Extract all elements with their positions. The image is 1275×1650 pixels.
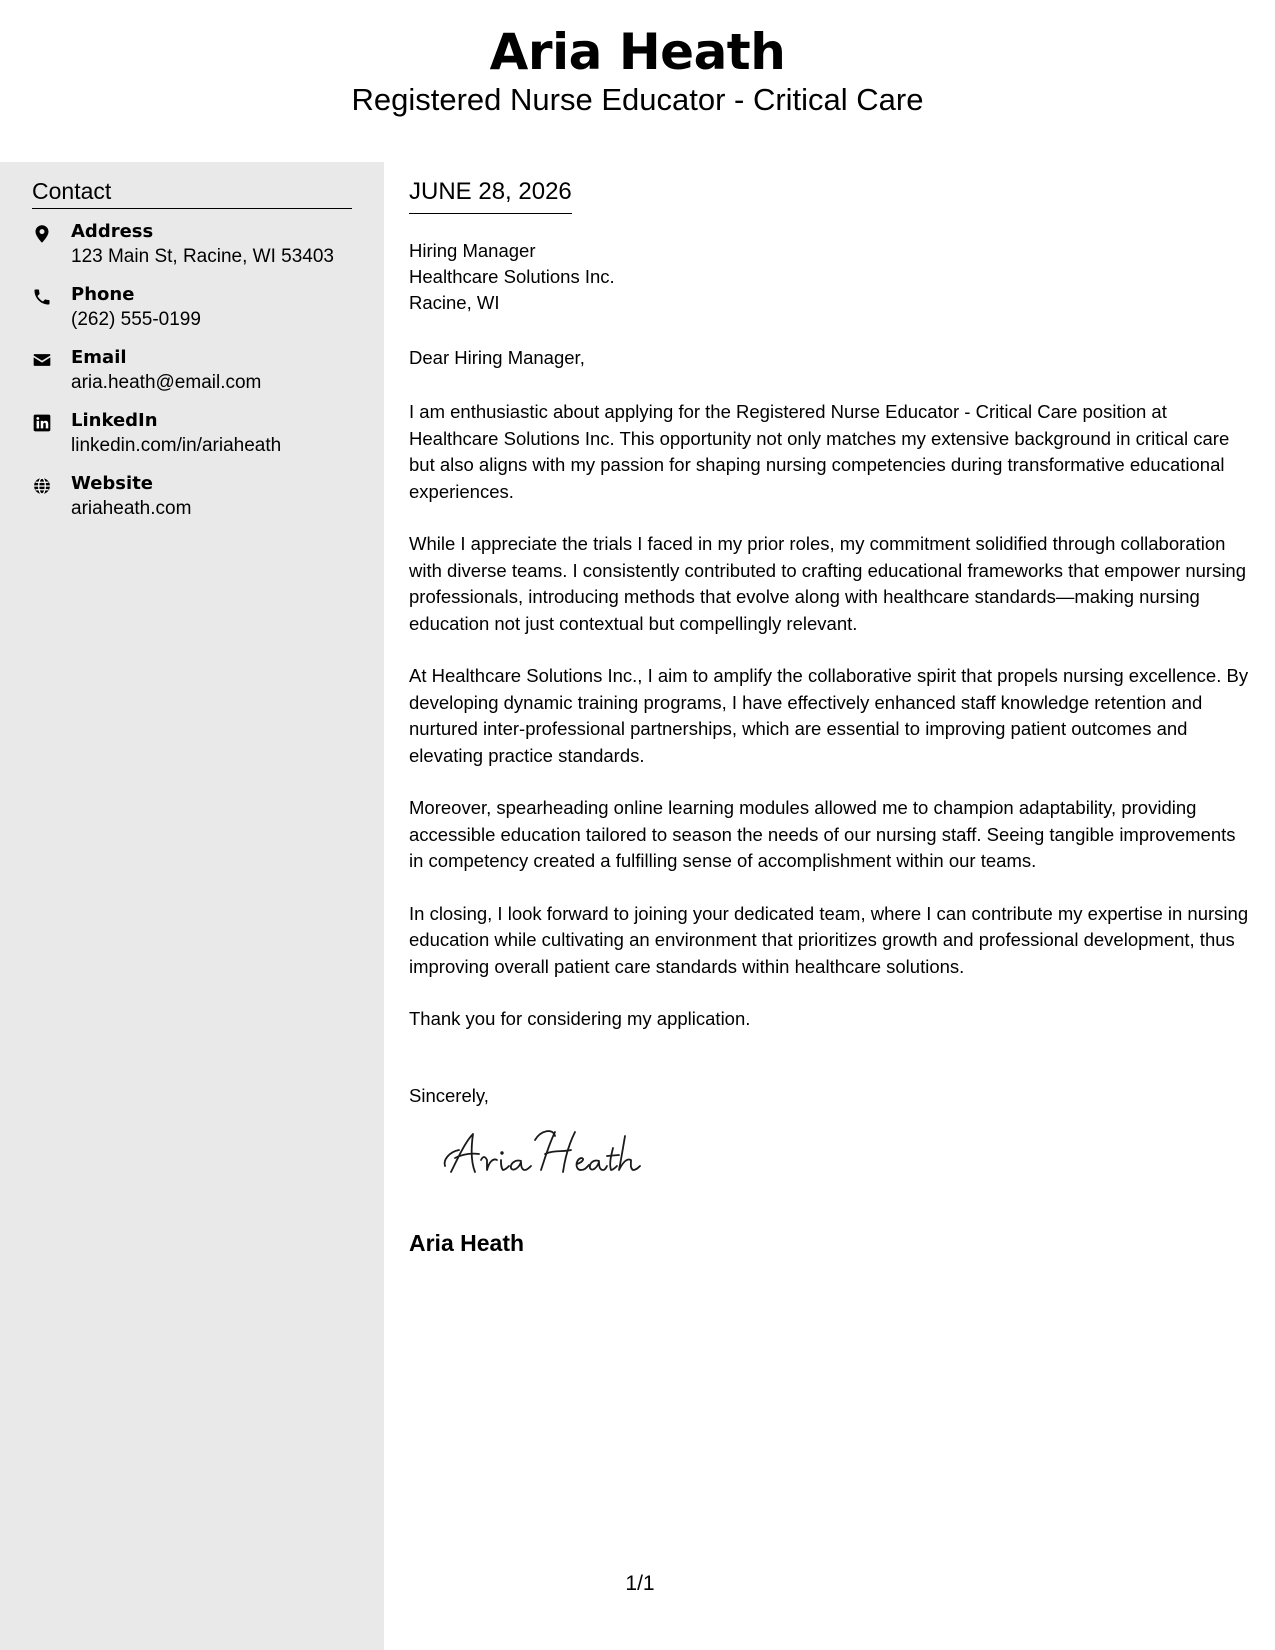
linkedin-icon <box>32 413 54 435</box>
paragraph: Thank you for considering my application. <box>409 1008 751 1029</box>
envelope-icon <box>32 350 54 372</box>
signer-name: Aria Heath <box>409 1230 525 1256</box>
contact-sidebar <box>0 162 384 1650</box>
contact-phone <box>32 283 362 339</box>
paragraph: While I appreciate the trials I faced in my prior roles, my commitment solidified through collaboration with diverse teams. I consistently contributed to crafting educational frameworks that empower nursing professionals, introducing methods that evolve along with healthcare standards—making nursing education not just contextual but compellingly relevant. <box>409 533 1247 634</box>
recipient-line: Racine, WI <box>409 292 500 313</box>
phone-icon <box>32 287 54 309</box>
contact-value: 123 Main St, Racine, WI 53403 <box>71 246 334 267</box>
recipient-line: Healthcare Solutions Inc. <box>409 266 615 287</box>
contact-linkedin <box>32 409 362 465</box>
contact-value: ariaheath.com <box>71 498 192 519</box>
paragraph: In closing, I look forward to joining your dedicated team, where I can contribute my expertise in nursing education while cultivating an environment that prioritizes growth and professional development, thus improving overall patient care standards within healthcare solutions. <box>409 902 1249 977</box>
contact-address <box>32 220 362 276</box>
letter-paragraphs <box>409 399 1255 1059</box>
page-number: 1/1 <box>625 1572 655 1595</box>
contact-website <box>32 472 362 528</box>
globe-icon <box>32 476 54 498</box>
recipient-line: Hiring Manager <box>409 240 536 261</box>
contact-label: Email <box>71 347 127 368</box>
handwritten-signature <box>441 1120 651 1190</box>
closing: Sincerely, <box>409 1085 489 1106</box>
salutation: Dear Hiring Manager, <box>409 347 585 368</box>
header <box>0 0 1275 162</box>
recipient-block <box>409 238 615 316</box>
contact-label: Phone <box>71 284 135 305</box>
paragraph: At Healthcare Solutions Inc., I aim to amplify the collaborative spirit that propels nursing excellence. By developing dynamic training programs, I have effectively enhanced staff knowledge retention and nurtured inter-professional partnerships, which are essential to improving patient outcomes and elevating practice standards. <box>409 665 1249 766</box>
contact-label: Address <box>71 221 154 242</box>
contact-email <box>32 346 362 402</box>
applicant-role: Registered Nurse Educator - Critical Care <box>351 82 924 117</box>
contact-value: linkedin.com/in/ariaheath <box>71 435 282 456</box>
contact-value: (262) 555-0199 <box>71 309 201 330</box>
paragraph: I am enthusiastic about applying for the Registered Nurse Educator - Critical Care position at Healthcare Solutions Inc. This opportunity not only matches my extensive background in critical care but also aligns with my passion for shaping nursing competencies during transformative educational experiences. <box>409 401 1230 502</box>
letter-date: JUNE 28, 2026 <box>409 177 572 214</box>
contact-label: Website <box>71 473 154 494</box>
contact-value: aria.heath@email.com <box>71 372 262 393</box>
map-pin-icon <box>32 224 54 246</box>
paragraph: Moreover, spearheading online learning modules allowed me to champion adaptability, providing accessible education tailored to season the needs of our nursing staff. Seeing tangible improvements in competency created a fulfilling sense of accomplishment within our teams. <box>409 797 1236 871</box>
contact-heading: Contact <box>32 176 352 209</box>
contact-label: LinkedIn <box>71 410 158 431</box>
applicant-name: Aria Heath <box>489 23 786 81</box>
